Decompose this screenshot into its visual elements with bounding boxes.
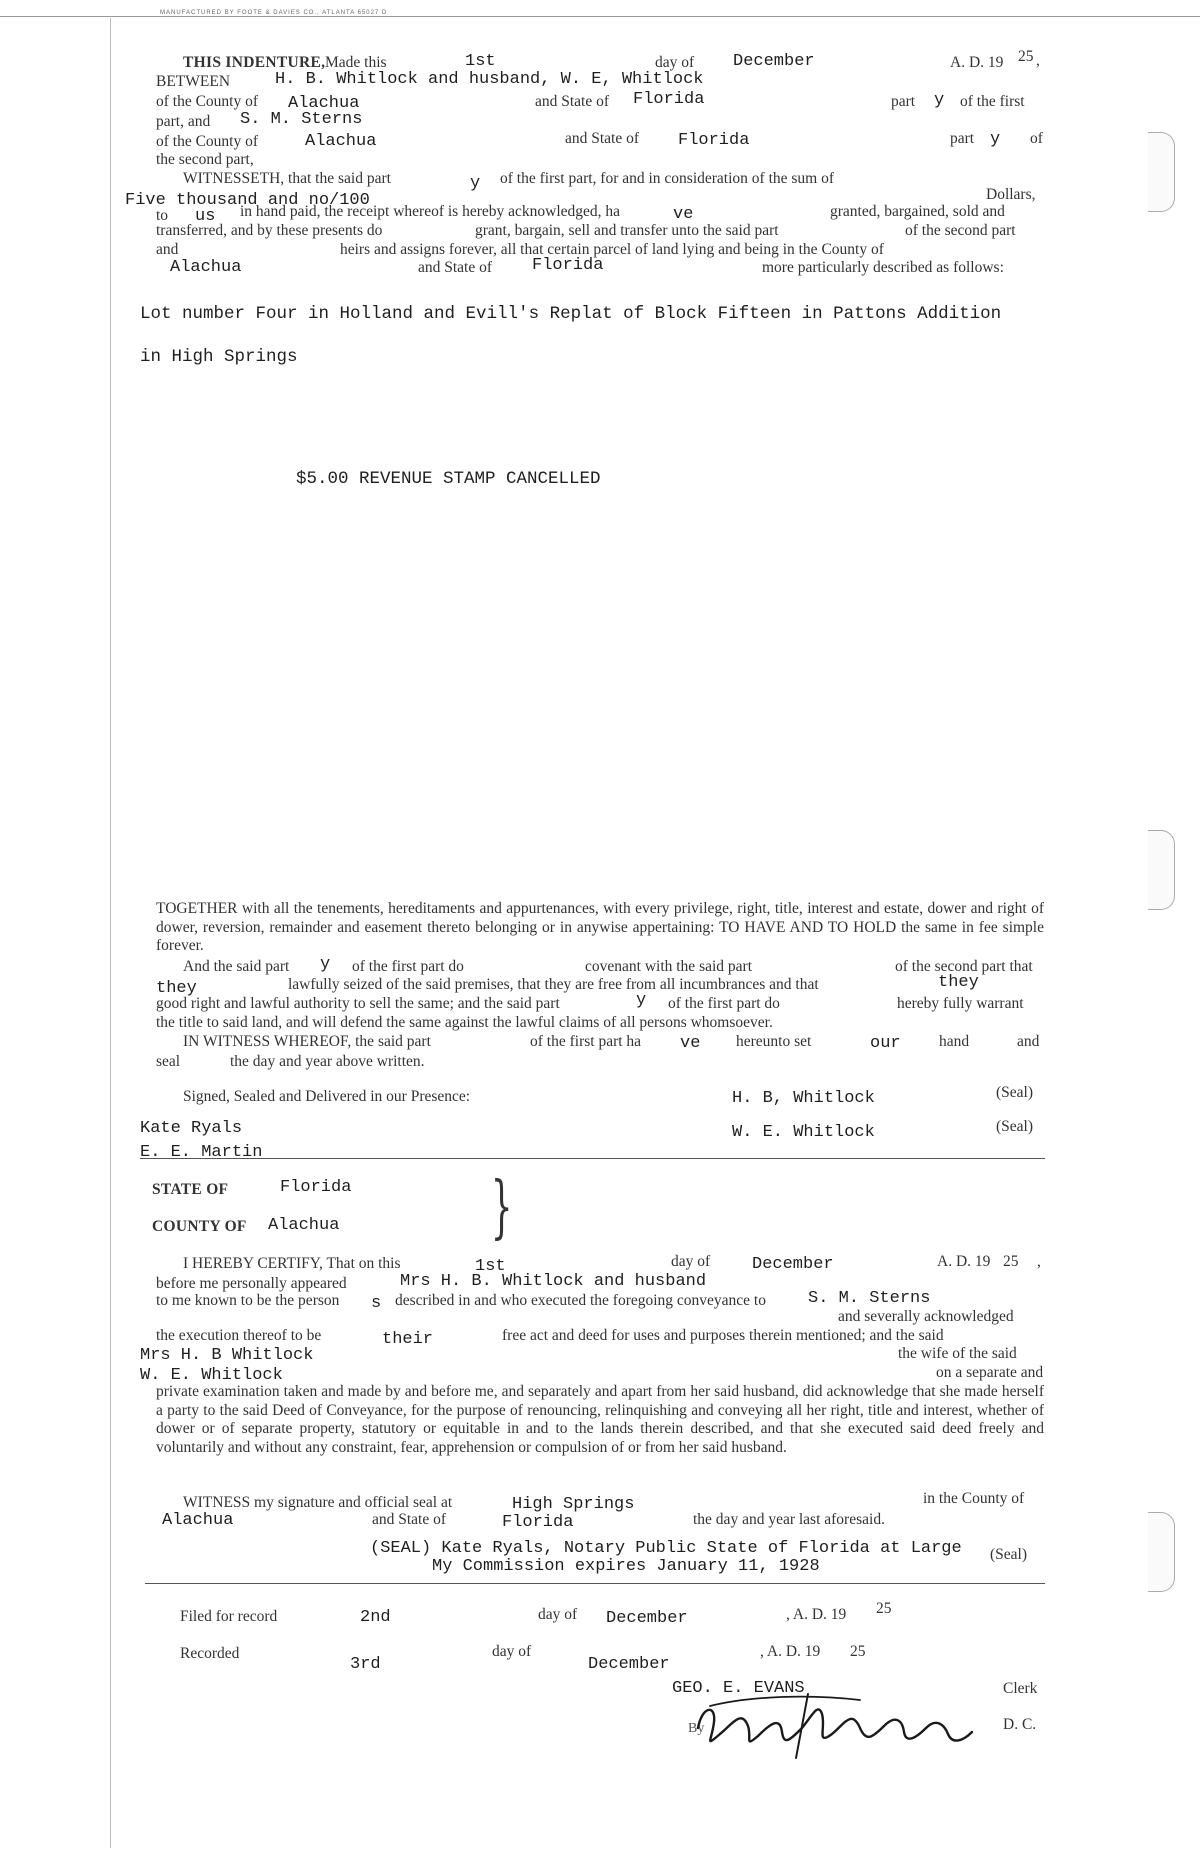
covenant-part-label: And the said part	[183, 958, 290, 975]
recorded-year-value: 25	[850, 1643, 866, 1660]
day-year-written: the day and year above written.	[230, 1053, 425, 1070]
dollars-label: Dollars,	[986, 186, 1036, 203]
wife-name-value: Mrs H. B Whitlock	[140, 1346, 314, 1365]
recorded-month-value: December	[588, 1655, 670, 1674]
binder-hole-bottom	[1148, 1512, 1175, 1592]
second-part-label: the second part,	[156, 151, 254, 168]
filed-day-value: 2nd	[360, 1608, 391, 1627]
signed-sealed-label: Signed, Sealed and Delivered in our Presence:	[183, 1088, 471, 1105]
amount-value: Five thousand and no/100	[125, 191, 370, 210]
ack-grantee-value: S. M. Sterns	[808, 1289, 931, 1308]
recorded-day-value: 3rd	[350, 1655, 381, 1674]
county-label-1: of the County of	[156, 93, 259, 110]
husband-name-value: W. E. Whitlock	[140, 1366, 283, 1385]
granted-label: granted, bargained, sold and	[830, 203, 1005, 220]
they-value-2: they	[938, 973, 979, 992]
consideration-label: of the first part, for and in consideration of the sum of	[500, 170, 835, 187]
day-of-label: day of	[655, 54, 695, 71]
notary-witness-label: WITNESS my signature and official seal at	[183, 1494, 453, 1511]
good-right-suffix: y	[636, 991, 647, 1010]
hand-label: hand	[939, 1033, 970, 1050]
clerk-label: Clerk	[1003, 1680, 1038, 1697]
indenture-label: THIS INDENTURE,	[183, 54, 326, 71]
wife-of-label: the wife of the said	[898, 1345, 1017, 1362]
known-person-label: to me known to be the person	[156, 1292, 340, 1309]
seal-2: (Seal)	[996, 1118, 1034, 1135]
person-suffix: s	[371, 1294, 382, 1313]
deputy-clerk-signature	[690, 1688, 980, 1768]
in-witness-first-part: of the first part ha	[530, 1033, 642, 1050]
place-value: High Springs	[512, 1495, 635, 1514]
warrant-label: hereby fully warrant	[897, 995, 1024, 1012]
ad-label: A. D. 19	[950, 54, 1004, 71]
notary-state-label: and State of	[372, 1511, 447, 1528]
county-label-2: of the County of	[156, 133, 259, 150]
notary-divider	[145, 1583, 1045, 1584]
second-part-ref: of the second part	[905, 222, 1016, 239]
left-margin-line	[110, 18, 111, 1848]
witnesseth-part-suffix: y	[470, 174, 481, 193]
free-act-label: free act and deed for uses and purposes therein mentioned; and the said	[502, 1327, 944, 1344]
land-description-line-2: in High Springs	[140, 347, 298, 367]
in-county-of-label: in the County of	[923, 1490, 1025, 1507]
transferred-line: transferred, and by these presents do	[156, 222, 383, 239]
title-defense-line: the title to said land, and will defend the same against the lawful claims of all persons whomsoever.	[156, 1014, 773, 1031]
executed-conveyance-label: described in and who executed the foregoing conveyance to	[395, 1292, 766, 1309]
seized-line: lawfully seized of the said premises, that they are free from all incumbrances and that	[288, 976, 819, 993]
by-label: By	[688, 1721, 705, 1736]
land-description-line-1: Lot number Four in Holland and Evill's Replat of Block Fifteen in Pattons Addition	[140, 304, 1002, 324]
state-value-1: Florida	[633, 90, 705, 109]
notary-county-value: Alachua	[162, 1511, 234, 1530]
ack-year-value: 25	[1003, 1253, 1019, 1270]
filed-month-value: December	[606, 1609, 688, 1628]
year-value: 25	[1018, 48, 1034, 65]
described-label: more particularly described as follows:	[762, 259, 1004, 276]
part-and-label: part, and	[156, 113, 211, 130]
appeared-value: Mrs H. B. Whitlock and husband	[400, 1272, 707, 1291]
signer-1: H. B, Whitlock	[732, 1089, 875, 1108]
part-suffix-2: y	[990, 130, 1001, 149]
grantors-value: H. B. Whitlock and husband, W. E, Whitlock	[275, 70, 704, 89]
ack-year-comma: ,	[1037, 1253, 1041, 1270]
county-value-1: Alachua	[288, 94, 360, 113]
their-value: their	[382, 1330, 434, 1349]
they-value-1: they	[156, 979, 197, 998]
severally-label: and severally acknowledged	[838, 1308, 1014, 1325]
day-value: 1st	[465, 52, 496, 71]
have-suffix: ve	[673, 205, 694, 224]
seal-label: seal	[156, 1053, 181, 1070]
recorded-day-of-label: day of	[492, 1643, 532, 1660]
in-witness-label: IN WITNESS WHEREOF, the said part	[183, 1033, 431, 1050]
covenant-label: covenant with the said part	[585, 958, 753, 975]
year-comma: ,	[1036, 52, 1040, 69]
ack-month-value: December	[752, 1255, 834, 1274]
of-label-2: of	[1030, 130, 1043, 147]
hereunto-set-label: hereunto set	[736, 1033, 812, 1050]
habendum-paragraph: TOGETHER with all the tenements, hereditaments and appurtenances, with every privilege, right, title, interest and estate, dower and right of dower, reversion, remainder and easement thereto belonging or in anywise appertaining: TO HAVE AND TO HOLD the same in fee simple forever.	[156, 900, 1044, 954]
part-suffix-1: y	[934, 91, 945, 110]
signer-2: W. E. Whitlock	[732, 1123, 875, 1142]
seal-1: (Seal)	[996, 1084, 1034, 1101]
manufacturer-strip: MANUFACTURED BY FOOTE & DAVIES CO., ATLANTA 65027 D	[160, 10, 388, 16]
state-label-1: and State of	[535, 93, 610, 110]
top-border	[0, 16, 1200, 17]
filed-day-of-label: day of	[538, 1606, 578, 1623]
good-right-line: good right and lawful authority to sell the same; and the said part	[156, 995, 560, 1012]
us-value: us	[195, 207, 216, 226]
certify-label: I HEREBY CERTIFY, That on this	[183, 1255, 401, 1272]
covenant-first-part: of the first part do	[352, 958, 464, 975]
clerk-name-value: GEO. E. EVANS	[672, 1679, 805, 1698]
ack-day-value: 1st	[475, 1257, 506, 1276]
receipt-line: in hand paid, the receipt whereof is hereby acknowledged, ha	[240, 203, 621, 220]
our-value: our	[870, 1034, 901, 1053]
covenant-second-part: of the second part that	[895, 958, 1033, 975]
recorded-ad-label: , A. D. 19	[760, 1643, 821, 1660]
ack-county-label: COUNTY OF	[152, 1218, 247, 1235]
ack-brace: }	[490, 1168, 513, 1247]
covenant-part-suffix: y	[320, 955, 331, 974]
state-value-3: Florida	[532, 256, 604, 275]
county-value-2: Alachua	[305, 132, 377, 151]
part-label-2: part	[950, 130, 975, 147]
heirs-line: heirs and assigns forever, all that certain parcel of land lying and being in the County of	[340, 241, 884, 258]
binder-hole-top	[1148, 132, 1175, 212]
part-label-1: part	[891, 93, 916, 110]
filed-label: Filed for record	[180, 1608, 278, 1625]
and-label: and	[156, 241, 179, 258]
witness-signature-1: Kate Ryals	[140, 1119, 243, 1138]
before-me-label: before me personally appeared	[156, 1275, 347, 1292]
made-this-label: Made this	[325, 54, 387, 71]
recorded-label: Recorded	[180, 1645, 240, 1662]
ack-state-label: STATE OF	[152, 1181, 229, 1198]
deputy-clerk-label: D. C.	[1003, 1716, 1037, 1733]
state-label-3: and State of	[418, 259, 493, 276]
ack-county-value: Alachua	[268, 1216, 340, 1235]
witness-signature-2: E. E. Martin	[140, 1143, 263, 1162]
revenue-stamp-note: $5.00 REVENUE STAMP CANCELLED	[296, 469, 601, 489]
state-label-2: and State of	[565, 130, 640, 147]
notary-line-2: My Commission expires January 11, 1928	[432, 1557, 820, 1576]
filed-year-value: 25	[876, 1600, 892, 1617]
month-value: December	[733, 52, 815, 71]
execution-label: the execution thereof to be	[156, 1327, 322, 1344]
examination-paragraph: private examination taken and made by and before me, and separately and apart from her said husband, did acknowledge that she made herself a party to the said Deed of Conveyance, for the purpose of renouncing, relinquishing and conveying all her right, title and interest, whether of dower or of separate property, statutory or equitable in and to the lands therein described, and that she executed said deed freely and voluntarily and without any constraint, fear, apprehension or compulsion of or from her said husband.	[156, 1383, 1044, 1456]
to-label: to	[156, 207, 169, 224]
of-the-first-label: of the first	[960, 93, 1025, 110]
notary-line-1: (SEAL) Kate Ryals, Notary Public State of Florida at Large	[370, 1539, 962, 1558]
notary-state-value: Florida	[502, 1513, 574, 1532]
notary-seal-label: (Seal)	[990, 1546, 1028, 1563]
last-aforesaid-label: the day and year last aforesaid.	[693, 1511, 885, 1528]
in-witness-have-suffix: ve	[680, 1034, 701, 1053]
ack-state-value: Florida	[280, 1178, 352, 1197]
state-value-2: Florida	[678, 131, 750, 150]
separate-label: on a separate and	[936, 1364, 1044, 1381]
and-seal-label: and	[1017, 1033, 1040, 1050]
grantee-value: S. M. Sterns	[240, 110, 363, 129]
signature-divider	[140, 1158, 1045, 1159]
ack-ad-label: A. D. 19	[937, 1253, 991, 1270]
between-label: BETWEEN	[156, 73, 231, 90]
filed-ad-label: , A. D. 19	[786, 1606, 847, 1623]
binder-hole-middle	[1148, 830, 1175, 910]
ack-day-of-label: day of	[671, 1253, 711, 1270]
witnesseth-line: WITNESSETH, that the said part	[183, 170, 391, 187]
grant-bargain-line: grant, bargain, sell and transfer unto the said part	[475, 222, 779, 239]
good-right-first-part: of the first part do	[668, 995, 780, 1012]
county-value-3: Alachua	[170, 258, 242, 277]
